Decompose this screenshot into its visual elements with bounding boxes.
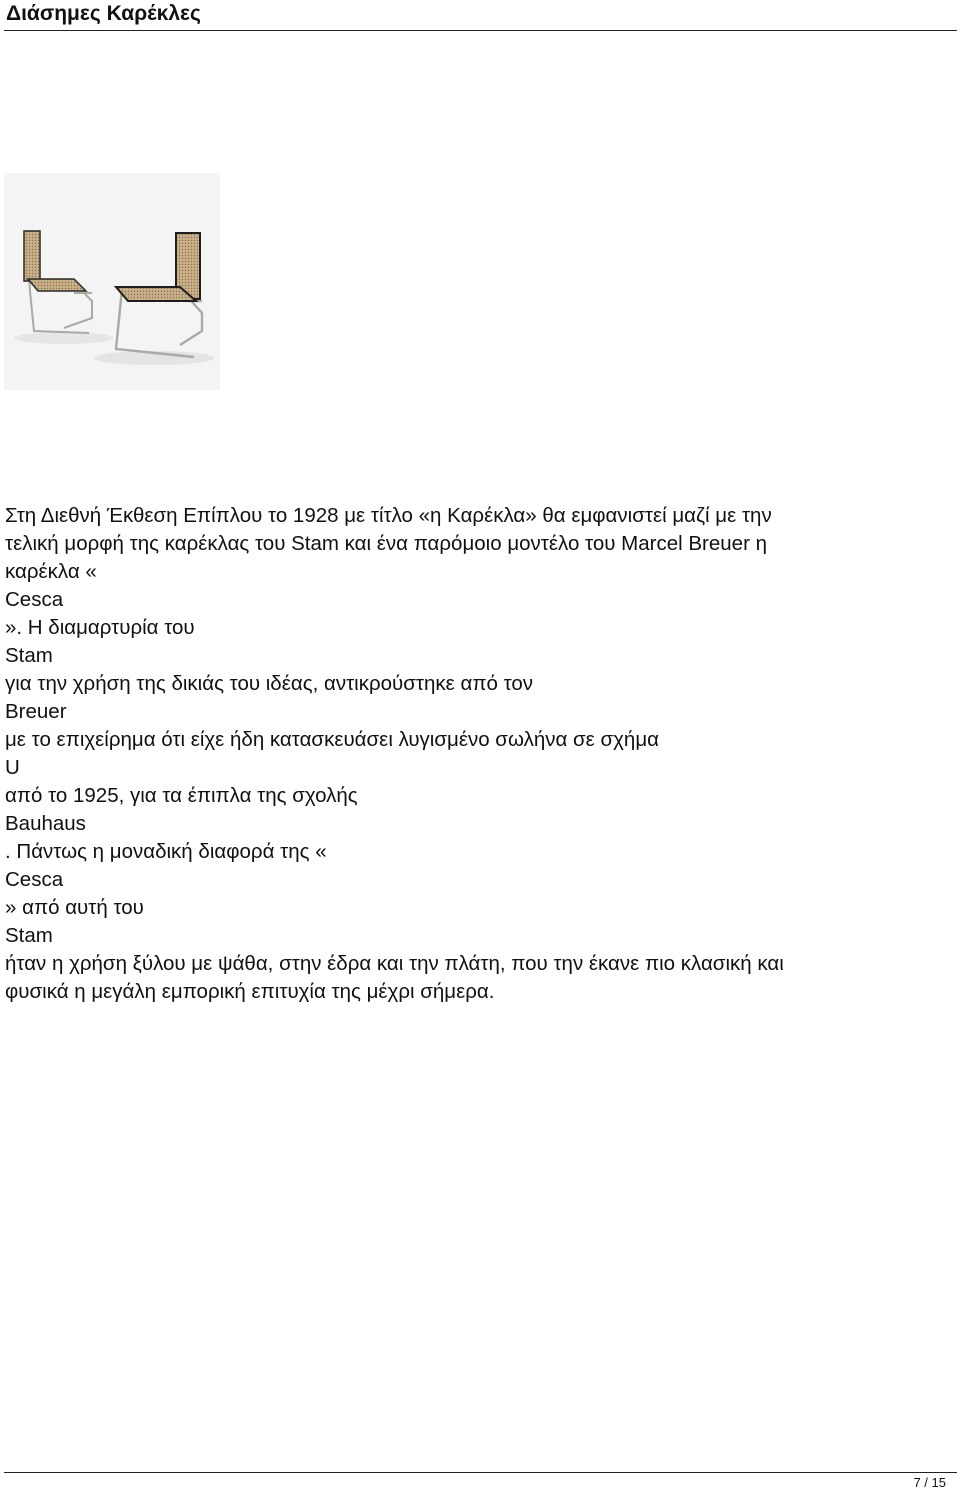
page-title: Διάσημες Καρέκλες <box>6 2 201 25</box>
chair-photo <box>4 173 220 390</box>
text-line: τελική μορφή της καρέκλας του Stam και ένα παρόμοιο μοντέλο του Marcel Breuer η <box>5 532 768 555</box>
text-line: ήταν η χρήση ξύλου με ψάθα, στην έδρα και την πλάτη, που την έκανε πιο κλασική και <box>5 952 784 975</box>
text-line: με το επιχείρημα ότι είχε ήδη κατασκευάσει λυγισμένο σωλήνα σε σχήμα <box>5 728 659 751</box>
text-line: Stam <box>5 644 53 667</box>
article-body <box>5 502 955 1006</box>
text-line: Στη Διεθνή Έκθεση Επίπλου το 1928 με τίτλο «η Καρέκλα» θα εμφανιστεί μαζί με την <box>5 504 772 527</box>
text-line: φυσικά η μεγάλη εμπορική επιτυχία της μέχρι σήμερα. <box>5 980 495 1003</box>
page-number: 7 / 15 <box>913 1475 946 1490</box>
text-line: από το 1925, για τα έπιπλα της σχολής <box>5 784 358 807</box>
text-line: Breuer <box>5 700 67 723</box>
text-line: ». Η διαμαρτυρία του <box>5 616 195 639</box>
text-line: για την χρήση της δικιάς του ιδέας, αντικρούστηκε από τον <box>5 672 534 695</box>
text-line: καρέκλα « <box>5 560 97 583</box>
text-line: Cesca <box>5 868 64 891</box>
header-divider <box>4 30 957 31</box>
text-line: » από αυτή του <box>5 896 144 919</box>
footer-divider <box>4 1472 957 1473</box>
text-line: . Πάντως η μοναδική διαφορά της « <box>5 840 327 863</box>
text-line: U <box>5 756 20 779</box>
left-chair-back <box>24 231 40 281</box>
text-line: Stam <box>5 924 53 947</box>
text-line: Cesca <box>5 588 64 611</box>
text-line: Bauhaus <box>5 812 86 835</box>
